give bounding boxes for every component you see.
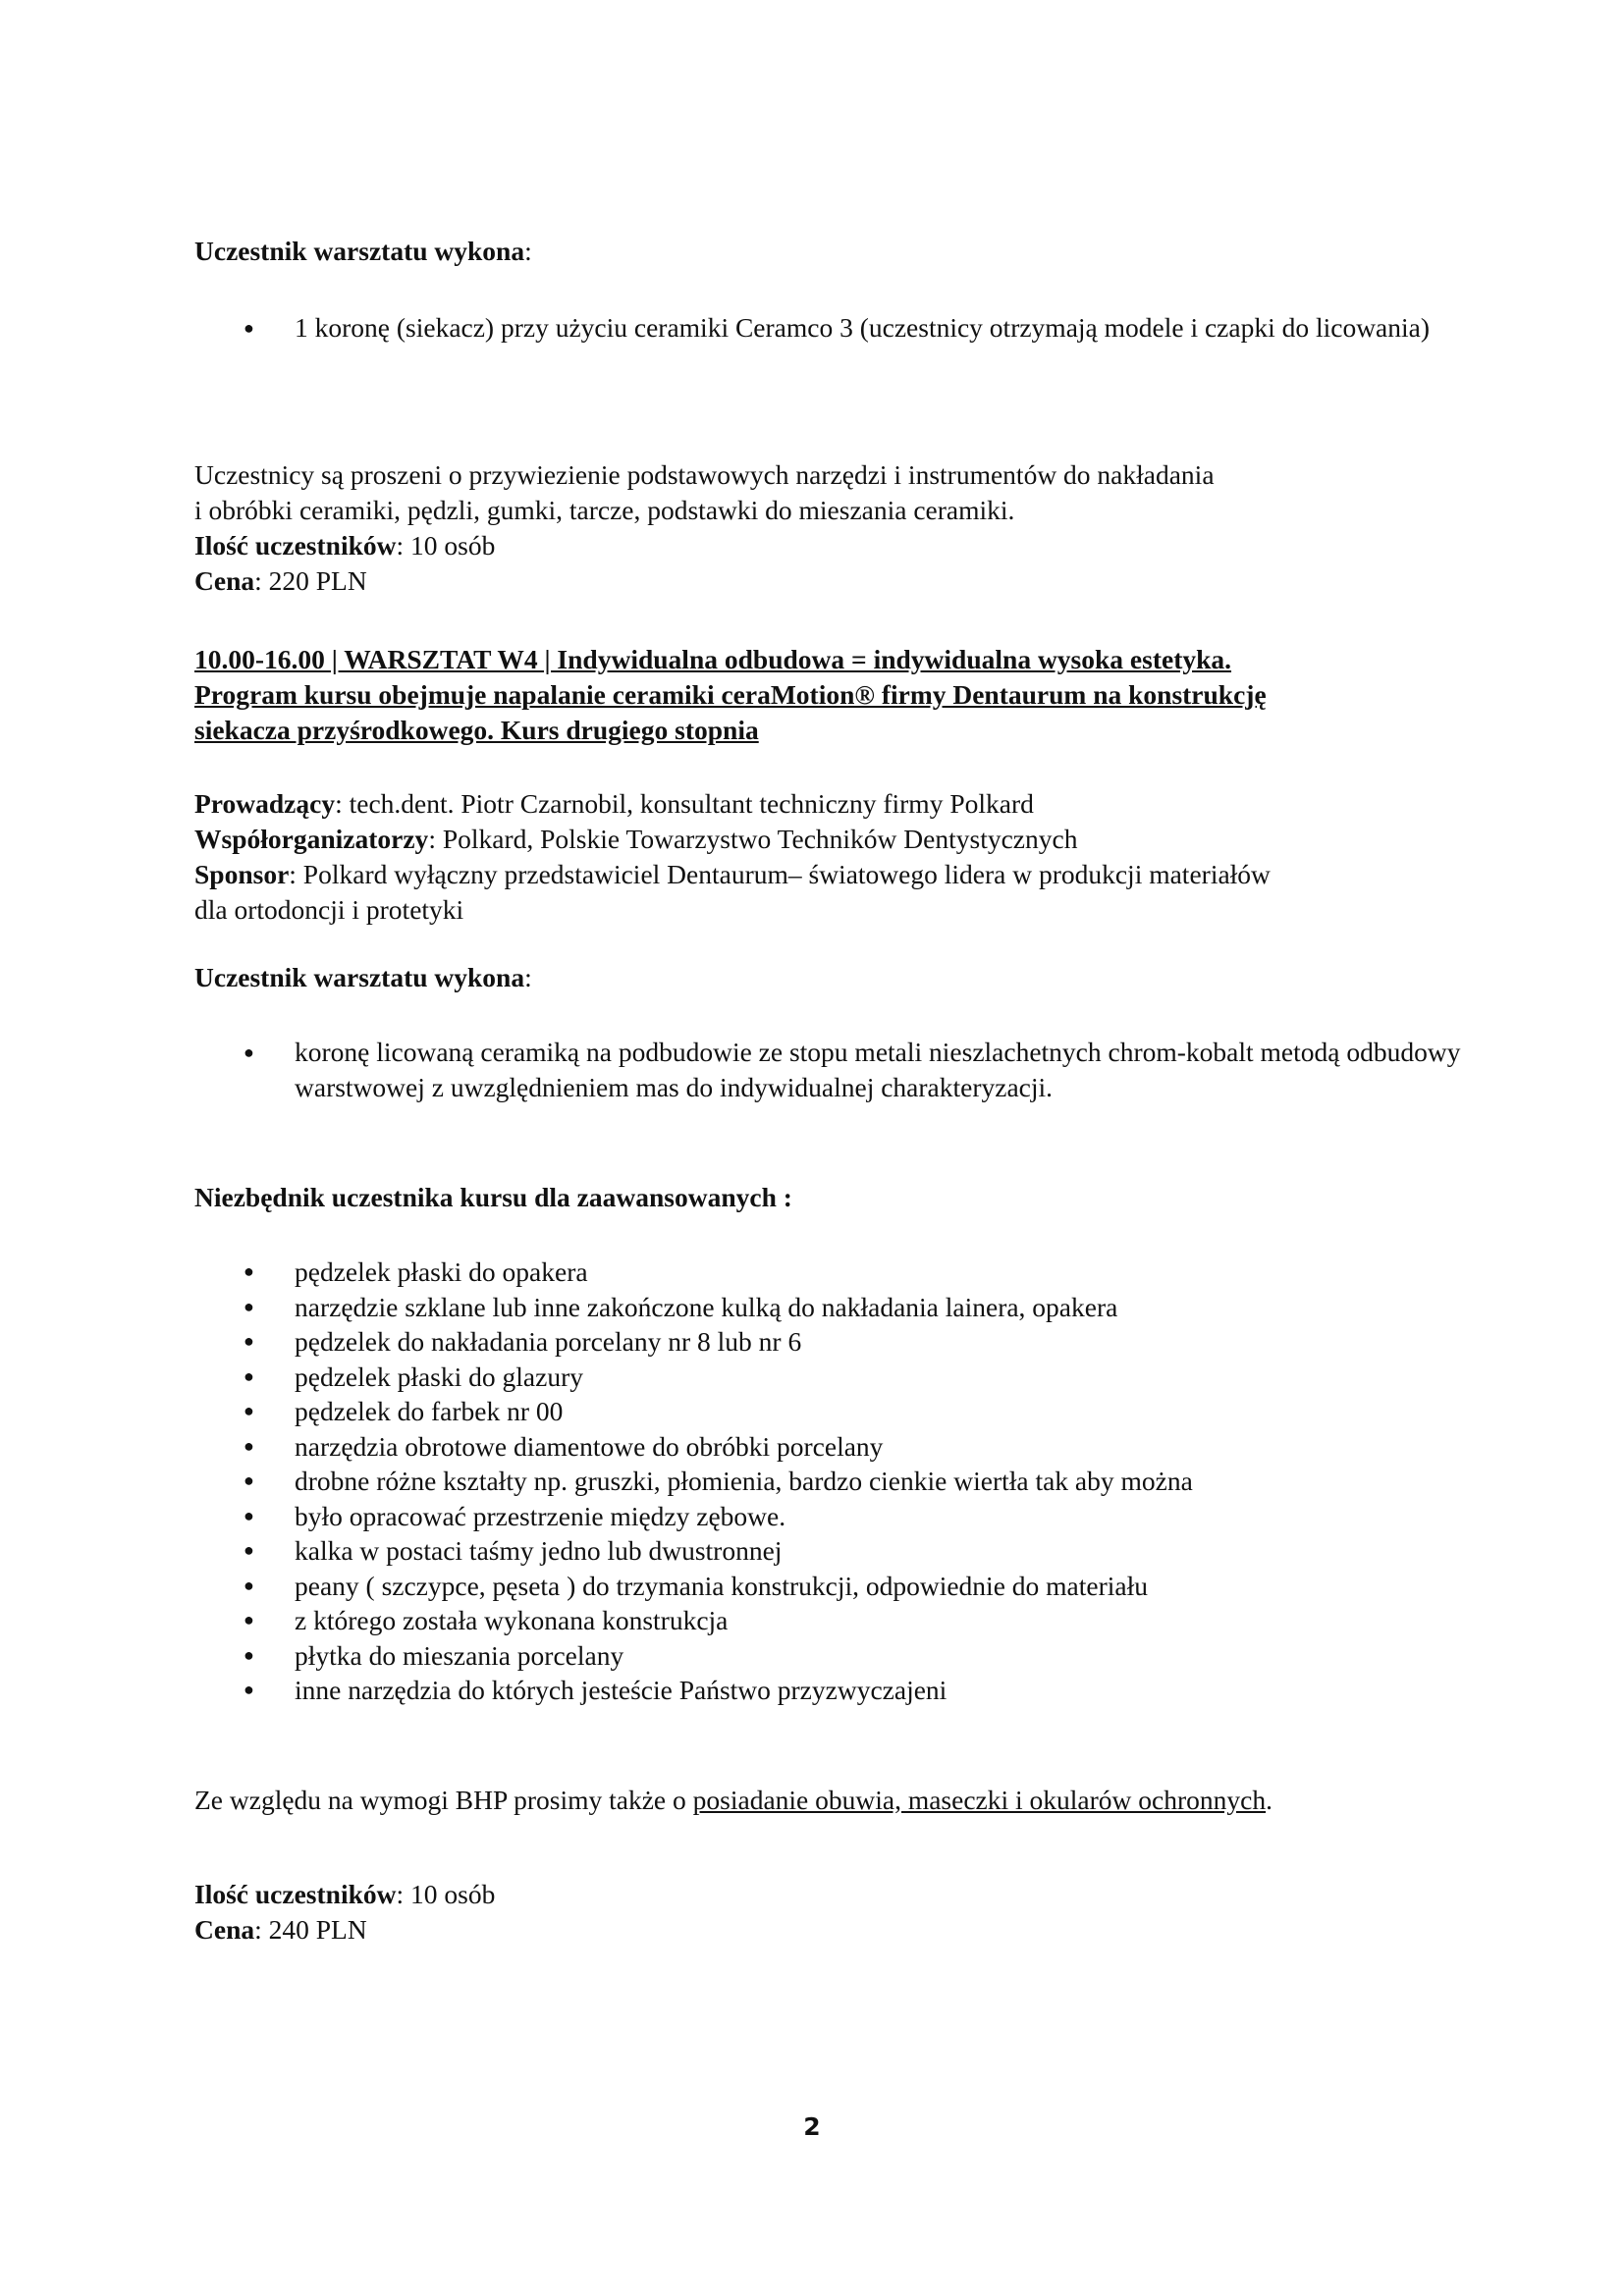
section-participant-task-1 xyxy=(194,234,1461,269)
list-item: ● inne narzędzia do których jesteście Państwo przyzwyczajeni xyxy=(194,1673,1500,1708)
list-item: ● narzędzie szklane lub inne zakończone kulką do nakładania lainera, opakera xyxy=(194,1290,1500,1325)
task-list-2 xyxy=(194,1035,1471,1105)
list-item: ● płytka do mieszania porcelany xyxy=(194,1638,1500,1674)
workshop-info xyxy=(194,786,1510,928)
list-item: ● kalka w postaci taśmy jedno lub dwustronnej xyxy=(194,1533,1500,1569)
list-item: ● 1 koronę (siekacz) przy użyciu ceramiki Ceramco 3 (uczestnicy otrzymają modele i czapki do licowania) xyxy=(194,310,1490,346)
bullet-icon: ● xyxy=(244,1042,254,1062)
safety-note: Ze względu na wymogi BHP prosimy także o posiadanie obuwia, maseczki i okularów ochronnych. xyxy=(194,1785,1272,1815)
list-item: ● pędzelek płaski do glazury xyxy=(194,1360,1500,1395)
bullet-icon: ● xyxy=(244,1540,254,1560)
list-item: ● z którego została wykonana konstrukcja xyxy=(194,1603,1500,1638)
bullet-icon: ● xyxy=(244,1680,254,1699)
section-participant-task-2 xyxy=(194,960,1461,995)
bullet-icon: ● xyxy=(244,1401,254,1420)
page-number: 2 xyxy=(803,2112,821,2141)
list-item: ● narzędzia obrotowe diamentowe do obróbki porcelany xyxy=(194,1429,1500,1465)
list-item: ● było opracować przestrzenie między zębowe. xyxy=(194,1499,1500,1534)
intro-line: Uczestnicy są proszeni o przywiezienie podstawowych narzędzi i instrumentów do nakładania xyxy=(194,459,1215,490)
intro-line: i obróbki ceramiki, pędzli, gumki, tarcze, podstawki do mieszania ceramiki. xyxy=(194,495,1015,525)
bullet-icon: ● xyxy=(244,1610,254,1629)
participant-count: Ilość uczestników: 10 osób xyxy=(194,1879,496,1909)
bullet-icon: ● xyxy=(244,1261,254,1281)
summary-section xyxy=(194,1877,1461,1948)
bullet-icon: ● xyxy=(244,1296,254,1316)
bullet-icon: ● xyxy=(244,1470,254,1490)
list-item: ● pędzelek płaski do opakera xyxy=(194,1255,1500,1290)
participant-count: Ilość uczestników: 10 osób xyxy=(194,530,496,561)
list-item: ● pędzelek do farbek nr 00 xyxy=(194,1394,1500,1429)
bullet-icon: ● xyxy=(244,1331,254,1351)
list-item: ● koronę licowaną ceramiką na podbudowie ze stopu metali nieszlachetnych chrom-kobalt metodą odbudowy warstwowej z uwzględnieniem mas do indywidualnej charakteryzacji. xyxy=(244,1037,1461,1102)
bullet-icon: ● xyxy=(244,1435,254,1456)
workshop-title: 10.00-16.00 | WARSZTAT W4 | Indywidualna odbudowa = indywidualna wysoka estetyka. Program kursu obejmuje napalanie ceramiki ceraMotion® firmy Dentaurum na konstrukcję siekacza przyśrodkowego. Kurs drugiego stopnia xyxy=(194,644,1267,745)
section-requirements-1 xyxy=(194,457,1510,599)
bullet-icon: ● xyxy=(244,1365,254,1386)
kit-section xyxy=(194,1180,1461,1215)
bullet-icon: ● xyxy=(244,1505,254,1525)
kit-list xyxy=(194,1255,1500,1708)
price: Cena: 240 PLN xyxy=(194,1914,367,1945)
list-item: ● pędzelek do nakładania porcelany nr 8 lub nr 6 xyxy=(194,1324,1500,1360)
section-heading: Uczestnik warsztatu wykona: xyxy=(194,236,532,266)
sponsor-continued: dla ortodoncji i protetyki xyxy=(194,894,464,925)
sponsor: Sponsor: Polkard wyłączny przedstawiciel Dentaurum– światowego lidera w produkcji materiałów xyxy=(194,859,1271,889)
task-list-1 xyxy=(194,310,1490,346)
kit-heading: Niezbędnik uczestnika kursu dla zaawansowanych : xyxy=(194,1182,792,1212)
safety-requirements-link: posiadanie obuwia, maseczki i okularów ochronnych xyxy=(692,1785,1267,1815)
section-heading: Uczestnik warsztatu wykona: xyxy=(194,962,532,992)
list-item: ● drobne różne kształty np. gruszki, płomienia, bardzo cienkie wiertła tak aby można xyxy=(194,1464,1500,1499)
bullet-icon: ● xyxy=(244,1575,254,1595)
bullet-icon: ● xyxy=(244,1644,254,1665)
bullet-icon: ● xyxy=(244,318,254,338)
list-item: ● peany ( szczypce, pęseta ) do trzymania konstrukcji, odpowiednie do materiału xyxy=(194,1569,1500,1604)
price: Cena: 220 PLN xyxy=(194,565,367,596)
lead-instructor: Prowadzący: tech.dent. Piotr Czarnobil, konsultant techniczny firmy Polkard xyxy=(194,788,1034,819)
co-organizers: Współorganizatorzy: Polkard, Polskie Towarzystwo Techników Dentystycznych xyxy=(194,824,1078,854)
